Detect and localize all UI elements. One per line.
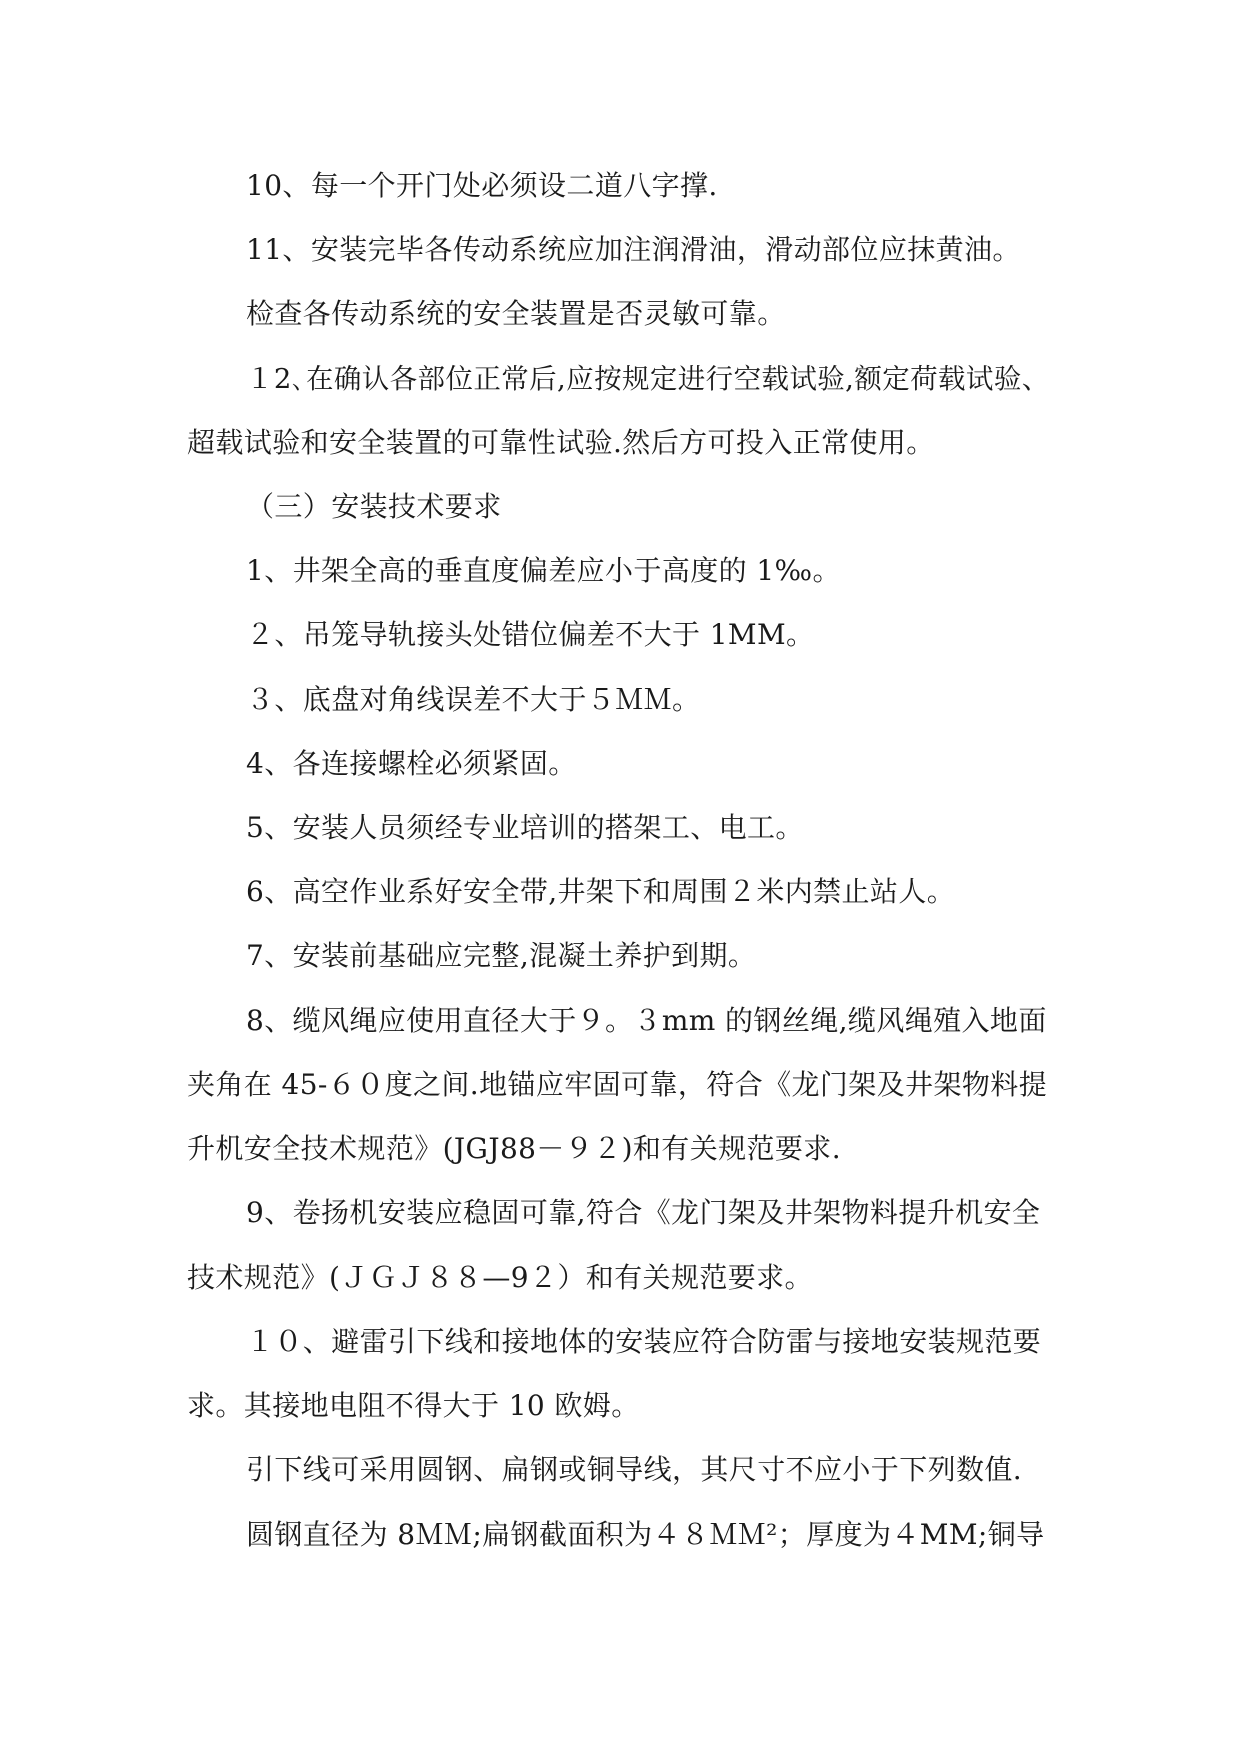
text-line: 检查各传动系统的安全装置是否灵敏可靠。 xyxy=(246,297,786,330)
text-line: 圆钢直径为 8ＭＭ;扁钢截面积为４８ＭＭ²；厚度为４MM;铜导 xyxy=(246,1518,1045,1551)
text-line: 技术规范》(ＪＧＪ８８—9２）和有关规范要求。 xyxy=(187,1261,813,1294)
text-line: １2､在确认各部位正常后,应按规定进行空载试验,额定荷载试验、 xyxy=(246,363,1050,395)
text-line: 11、安装完毕各传动系统应加注润滑油，滑动部位应抹黄油。 xyxy=(246,233,1021,266)
text-line: 引下线可采用圆钢、扁钢或铜导线，其尺寸不应小于下列数值. xyxy=(246,1453,1023,1486)
text-line: ３、底盘对角线误差不大于５ＭＭ。 xyxy=(246,683,701,716)
text-line: 求。其接地电阻不得大于 10 欧姆。 xyxy=(187,1389,640,1422)
section-heading: （三）安装技术要求 xyxy=(246,490,502,523)
text-line: 超载试验和安全装置的可靠性试验.然后方可投入正常使用。 xyxy=(187,426,935,459)
text-line: 5、安装人员须经专业培训的搭架工、电工。 xyxy=(246,811,804,844)
text-line: 9、卷扬机安装应稳固可靠,符合《龙门架及井架物料提升机安全 xyxy=(246,1196,1041,1229)
text-line: 7、安装前基础应完整,混凝土养护到期。 xyxy=(246,939,757,972)
text-line: 6、高空作业系好安全带,井架下和周围２米内禁止站人。 xyxy=(246,875,956,908)
text-line: 10、每一个开门处必须设二道八字撑. xyxy=(246,169,718,202)
text-line: 夹角在 45-６０度之间.地锚应牢固可靠，符合《龙门架及井架物料提 xyxy=(187,1068,1048,1101)
text-line: １０、避雷引下线和接地体的安装应符合防雷与接地安装规范要 xyxy=(246,1325,1042,1358)
text-line: 升机安全技术规范》(JGJ88－９２)和有关规范要求. xyxy=(187,1132,841,1165)
text-line: 1、井架全高的垂直度偏差应小于高度的 1‰。 xyxy=(246,554,841,587)
text-line: 4、各连接螺栓必须紧固。 xyxy=(246,747,577,780)
text-line: ２、吊笼导轨接头处错位偏差不大于 1MM。 xyxy=(246,618,815,651)
text-line: 8、缆风绳应使用直径大于９。３mm 的钢丝绳,缆风绳殖入地面 xyxy=(246,1004,1047,1037)
